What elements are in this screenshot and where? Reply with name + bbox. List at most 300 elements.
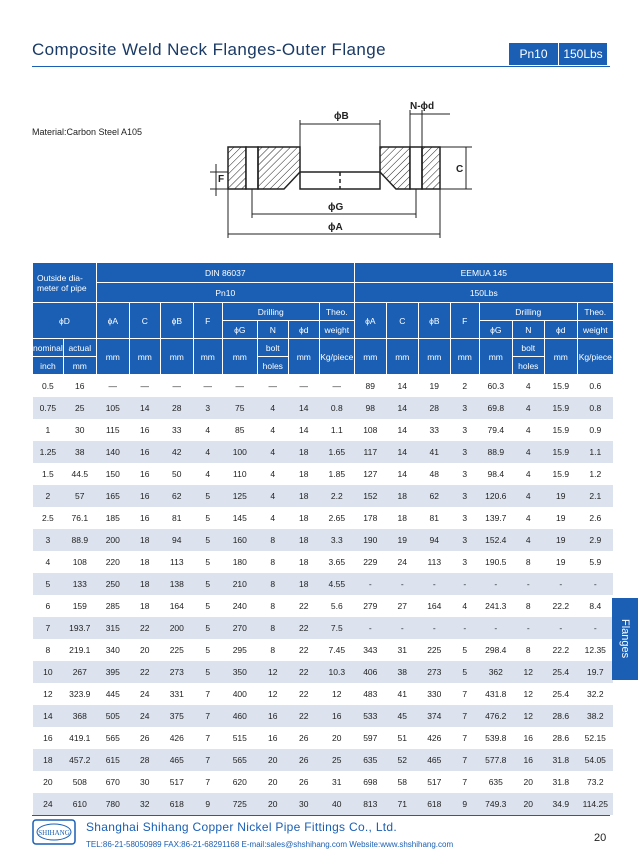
table-cell: 48 [418,463,450,485]
table-row [33,617,614,639]
table-cell: 60.3 [479,375,512,398]
table-cell: 350 [222,661,257,683]
table-cell: 3 [33,529,64,551]
table-cell: 18 [288,529,319,551]
table-cell: 69.8 [479,397,512,419]
table-cell: 331 [160,683,193,705]
table-cell: 8 [257,639,288,661]
table-cell: 32.2 [577,683,613,705]
table-cell: 45 [386,705,418,727]
table-cell: 164 [160,595,193,617]
table-cell: 145 [222,507,257,529]
table-cell: 178 [354,507,386,529]
table-cell: 139.7 [479,507,512,529]
table-cell: 749.3 [479,793,512,815]
table-cell: 38 [63,441,96,463]
table-cell: 18 [129,595,160,617]
table-cell: 5 [193,573,222,595]
table-cell: 16 [129,507,160,529]
table-cell: 610 [63,793,96,815]
table-cell: 0.5 [33,375,64,398]
table-cell: 4 [512,463,544,485]
table-cell: — [257,375,288,398]
table-cell: 515 [222,727,257,749]
table-cell: 5 [193,639,222,661]
table-cell: 25.4 [544,683,577,705]
table-cell: 185 [96,507,129,529]
unit-mm: mm [354,339,386,375]
table-cell: 8.4 [577,595,613,617]
table-cell: 33 [418,419,450,441]
table-cell: 150 [96,463,129,485]
unit-mm: mm [450,339,479,375]
table-cell: 225 [418,639,450,661]
table-cell: 16 [129,419,160,441]
table-cell: 0.8 [577,397,613,419]
table-cell: 8 [257,617,288,639]
table-cell: 16 [129,463,160,485]
table-cell: 250 [96,573,129,595]
table-cell: 340 [96,639,129,661]
table-cell: 517 [160,771,193,793]
company-contact: TEL:86-21-58050989 FAX:86-21-68291168 E-mail:sales@shshihang.com Website:www.shshihang.com [86,840,454,849]
table-row [33,639,614,661]
table-cell: 395 [96,661,129,683]
table-cell: 12 [33,683,64,705]
table-cell: - [450,617,479,639]
table-cell: 4 [512,397,544,419]
table-cell: - [386,617,418,639]
table-cell: 5 [193,661,222,683]
table-cell: 505 [96,705,129,727]
table-cell: 273 [160,661,193,683]
table-cell: 52 [386,749,418,771]
table-cell: 7 [193,749,222,771]
page-number: 20 [594,832,607,844]
table-cell: 20 [512,793,544,815]
company-name: Shanghai Shihang Copper Nickel Pipe Fittings Co., Ltd. [86,820,398,834]
table-cell: 3 [193,397,222,419]
table-cell: 81 [418,507,450,529]
table-cell: 8 [512,551,544,573]
table-cell: 100 [222,441,257,463]
table-cell: 12 [257,683,288,705]
table-cell: 16 [129,441,160,463]
col-C-header-2: C [386,303,418,339]
col-A-header: ϕA [96,303,129,339]
table-cell: 52.15 [577,727,613,749]
table-cell: - [450,573,479,595]
col-B-header-2: ϕB [418,303,450,339]
table-row [33,573,614,595]
table-cell: 4 [257,441,288,463]
table-cell: 725 [222,793,257,815]
col-D-header: ϕD [33,303,97,339]
table-cell: 190.5 [479,551,512,573]
table-cell: 8 [512,595,544,617]
table-cell: 164 [418,595,450,617]
table-cell: — [129,375,160,398]
table-cell: 38 [386,661,418,683]
unit-mm: mm [544,339,577,375]
table-cell: 38.2 [577,705,613,727]
table-cell: 323.9 [63,683,96,705]
table-cell: 200 [96,529,129,551]
table-cell: 28 [160,397,193,419]
table-cell: 51 [386,727,418,749]
table-cell: - [544,573,577,595]
table-cell: 79.4 [479,419,512,441]
table-cell: 8 [33,639,64,661]
table-row [33,551,614,573]
table-cell: 5 [193,507,222,529]
table-cell: 5 [193,485,222,507]
table-cell: 5 [193,595,222,617]
table-cell: 375 [160,705,193,727]
table-cell: 26 [288,771,319,793]
table-cell: 14 [386,397,418,419]
page-title: Composite Weld Neck Flanges-Outer Flange [32,40,386,59]
table-cell: 108 [354,419,386,441]
table-cell: 26 [129,727,160,749]
table-cell: 267 [63,661,96,683]
table-cell: 7.5 [319,617,354,639]
table-row [33,507,614,529]
table-cell: 22 [288,595,319,617]
table-cell: 577.8 [479,749,512,771]
table-cell: 50 [160,463,193,485]
table-cell: - [386,573,418,595]
unit-mm: mm [160,339,193,375]
table-cell: 159 [63,595,96,617]
table-cell: 4 [193,419,222,441]
table-cell: 27 [386,595,418,617]
table-cell: 94 [160,529,193,551]
table-cell: 5 [450,639,479,661]
col-d-header-2: ϕd [544,321,577,339]
table-cell: 7.45 [319,639,354,661]
table-cell: 15.9 [544,419,577,441]
table-cell: 138 [160,573,193,595]
header-rule [32,66,610,67]
table-cell: 19.7 [577,661,613,683]
table-cell: 2.1 [577,485,613,507]
table-cell: 98.4 [479,463,512,485]
table-cell: 1.85 [319,463,354,485]
table-cell: 31 [386,639,418,661]
table-cell: 88.9 [63,529,96,551]
table-cell: 780 [96,793,129,815]
table-cell: 3 [450,397,479,419]
table-cell: 1 [33,419,64,441]
table-cell: 31.8 [544,771,577,793]
table-cell: 75 [222,397,257,419]
col-F-header: F [193,303,222,339]
table-cell: 12 [257,661,288,683]
150lbs-badge: 150Lbs [559,43,607,65]
table-cell: 18 [288,507,319,529]
table-cell: 615 [96,749,129,771]
table-cell: 20 [512,771,544,793]
table-row [33,397,614,419]
table-cell: 88.9 [479,441,512,463]
table-cell: 3.3 [319,529,354,551]
table-cell: - [577,617,613,639]
eemua-header: EEMUA 145 [354,263,613,283]
table-cell: 26 [288,727,319,749]
table-cell: 3 [450,419,479,441]
table-cell: 18 [129,551,160,573]
table-cell: 4 [512,441,544,463]
flange-outline [228,147,440,189]
table-row [33,749,614,771]
table-cell: 4 [512,419,544,441]
table-cell: 16 [257,705,288,727]
company-logo [32,819,76,845]
table-cell: 1.1 [577,441,613,463]
table-cell: 8 [257,529,288,551]
col-G-header-2: ϕG [479,321,512,339]
table-cell: 12 [512,705,544,727]
holes-header: holes [257,357,288,375]
table-cell: 152 [354,485,386,507]
table-cell: 2 [450,375,479,398]
table-cell: 445 [96,683,129,705]
bolt-header-2: bolt [512,339,544,357]
table-cell: 32 [129,793,160,815]
table-cell: 4 [512,485,544,507]
table-cell: 165 [96,485,129,507]
table-cell: 4.55 [319,573,354,595]
table-cell: 14 [288,419,319,441]
table-cell: 374 [418,705,450,727]
table-cell: 7 [450,771,479,793]
table-cell: 7 [450,683,479,705]
bolt-header: bolt [257,339,288,357]
table-cell: 12 [319,683,354,705]
table-cell: 241.3 [479,595,512,617]
table-cell: 15.9 [544,441,577,463]
weight-header-2: weight [577,321,613,339]
table-cell: 2.9 [577,529,613,551]
table-cell: 125 [222,485,257,507]
table-row [33,595,614,617]
table-cell: 5 [33,573,64,595]
table-cell: 10 [33,661,64,683]
table-cell: 273 [418,661,450,683]
table-cell: 4 [33,551,64,573]
table-cell: 508 [63,771,96,793]
table-cell: 19 [386,529,418,551]
table-cell: 85 [222,419,257,441]
table-cell: 4 [257,507,288,529]
table-cell: 4 [257,485,288,507]
table-cell: 152.4 [479,529,512,551]
table-body [33,375,614,816]
table-cell: - [544,617,577,639]
table-cell: - [418,573,450,595]
table-cell: 0.8 [319,397,354,419]
table-cell: 3 [450,485,479,507]
table-cell: 18 [386,485,418,507]
table-cell: 533 [354,705,386,727]
table-cell: 5 [193,617,222,639]
table-cell: 4 [257,463,288,485]
col-B-header: ϕB [160,303,193,339]
table-cell: 31 [319,771,354,793]
table-cell: 28 [418,397,450,419]
table-cell: 8 [257,595,288,617]
table-cell: 140 [96,441,129,463]
holes-header-2: holes [512,357,544,375]
table-cell: 2.5 [33,507,64,529]
table-cell: 193.7 [63,617,96,639]
table-cell: 14 [386,441,418,463]
table-cell: 4 [193,463,222,485]
table-row [33,529,614,551]
pn10-header: Pn10 [96,283,354,303]
table-cell: 362 [479,661,512,683]
unit-mm: mm [63,357,96,375]
table-cell: 4 [450,595,479,617]
table-cell: 565 [96,727,129,749]
table-cell: 0.75 [33,397,64,419]
logo-text: SHIHANG [38,829,70,837]
drilling-header-2: Drilling [479,303,577,321]
table-cell: 465 [160,749,193,771]
table-cell: 20 [33,771,64,793]
table-cell: 620 [222,771,257,793]
table-cell: 219.1 [63,639,96,661]
col-N-header: N [257,321,288,339]
table-cell: 19 [418,375,450,398]
table-cell: 24 [129,683,160,705]
table-cell: 114.25 [577,793,613,815]
table-cell: 98 [354,397,386,419]
table-cell: 517 [418,771,450,793]
table-cell: 41 [386,683,418,705]
table-cell: 8 [257,551,288,573]
table-cell: - [479,573,512,595]
table-cell: 220 [96,551,129,573]
table-cell: 18 [288,551,319,573]
table-cell: 33 [160,419,193,441]
table-cell: 210 [222,573,257,595]
table-row [33,661,614,683]
flange-cross-section-drawing [210,100,480,250]
table-cell: 16 [257,727,288,749]
table-cell: 635 [354,749,386,771]
table-cell: 30 [288,793,319,815]
table-cell: 22.2 [544,639,577,661]
table-cell: 698 [354,771,386,793]
table-cell: 44.5 [63,463,96,485]
nominal-header: nominal [33,339,64,357]
dim-label-F: F [218,174,225,185]
table-cell: 15.9 [544,375,577,398]
table-cell: 105 [96,397,129,419]
table-cell: 12 [512,661,544,683]
table-cell: 4 [512,507,544,529]
table-cell: 28 [129,749,160,771]
table-cell: 24 [129,705,160,727]
unit-kgpiece: Kg/piece [319,339,354,375]
table-cell: 31.8 [544,749,577,771]
table-cell: 16 [512,727,544,749]
table-cell: 7 [193,771,222,793]
table-row [33,485,614,507]
dim-label-B: ϕB [334,111,349,122]
table-cell: 10.3 [319,661,354,683]
table-cell: 270 [222,617,257,639]
table-cell: 5 [193,551,222,573]
table-cell: 22 [129,617,160,639]
dim-label-A: ϕA [328,222,343,233]
table-cell: 597 [354,727,386,749]
table-cell: 14 [386,463,418,485]
table-cell: 618 [160,793,193,815]
table-cell: 7 [450,727,479,749]
flange-dimension-table [32,262,614,815]
table-cell: 3 [450,441,479,463]
table-cell: 5 [193,529,222,551]
table-cell: 19 [544,507,577,529]
table-cell: 3 [450,507,479,529]
table-cell: - [577,573,613,595]
col-d-header: ϕd [288,321,319,339]
table-cell: 457.2 [63,749,96,771]
table-cell: 476.2 [479,705,512,727]
table-cell: 18 [386,507,418,529]
table-cell: 19 [544,529,577,551]
table-cell: 19 [544,485,577,507]
table-cell: 18 [288,463,319,485]
col-F-header-2: F [450,303,479,339]
table-cell: 110 [222,463,257,485]
table-cell: 0.6 [577,375,613,398]
flanges-side-tab[interactable]: Flanges [612,598,638,680]
table-cell: 180 [222,551,257,573]
table-cell: 22.2 [544,595,577,617]
table-row [33,705,614,727]
table-cell: - [479,617,512,639]
table-cell: 40 [319,793,354,815]
table-cell: 18 [288,485,319,507]
table-cell: 20 [129,639,160,661]
table-cell: 7 [450,705,479,727]
table-cell: 57 [63,485,96,507]
table-cell: 25.4 [544,661,577,683]
drilling-header: Drilling [222,303,319,321]
table-cell: 18 [288,573,319,595]
table-cell: 419.1 [63,727,96,749]
table-cell: 565 [222,749,257,771]
table-cell: 30 [129,771,160,793]
table-cell: 54.05 [577,749,613,771]
table-cell: 133 [63,573,96,595]
table-cell: 539.8 [479,727,512,749]
table-cell: 62 [418,485,450,507]
table-cell: 20 [257,749,288,771]
table-cell: 22 [288,683,319,705]
table-cell: 22 [288,661,319,683]
table-cell: 460 [222,705,257,727]
table-cell: 343 [354,639,386,661]
table-row [33,375,614,398]
table-cell: 58 [386,771,418,793]
table-cell: 22 [288,705,319,727]
material-label: Material:Carbon Steel A105 [32,127,143,137]
